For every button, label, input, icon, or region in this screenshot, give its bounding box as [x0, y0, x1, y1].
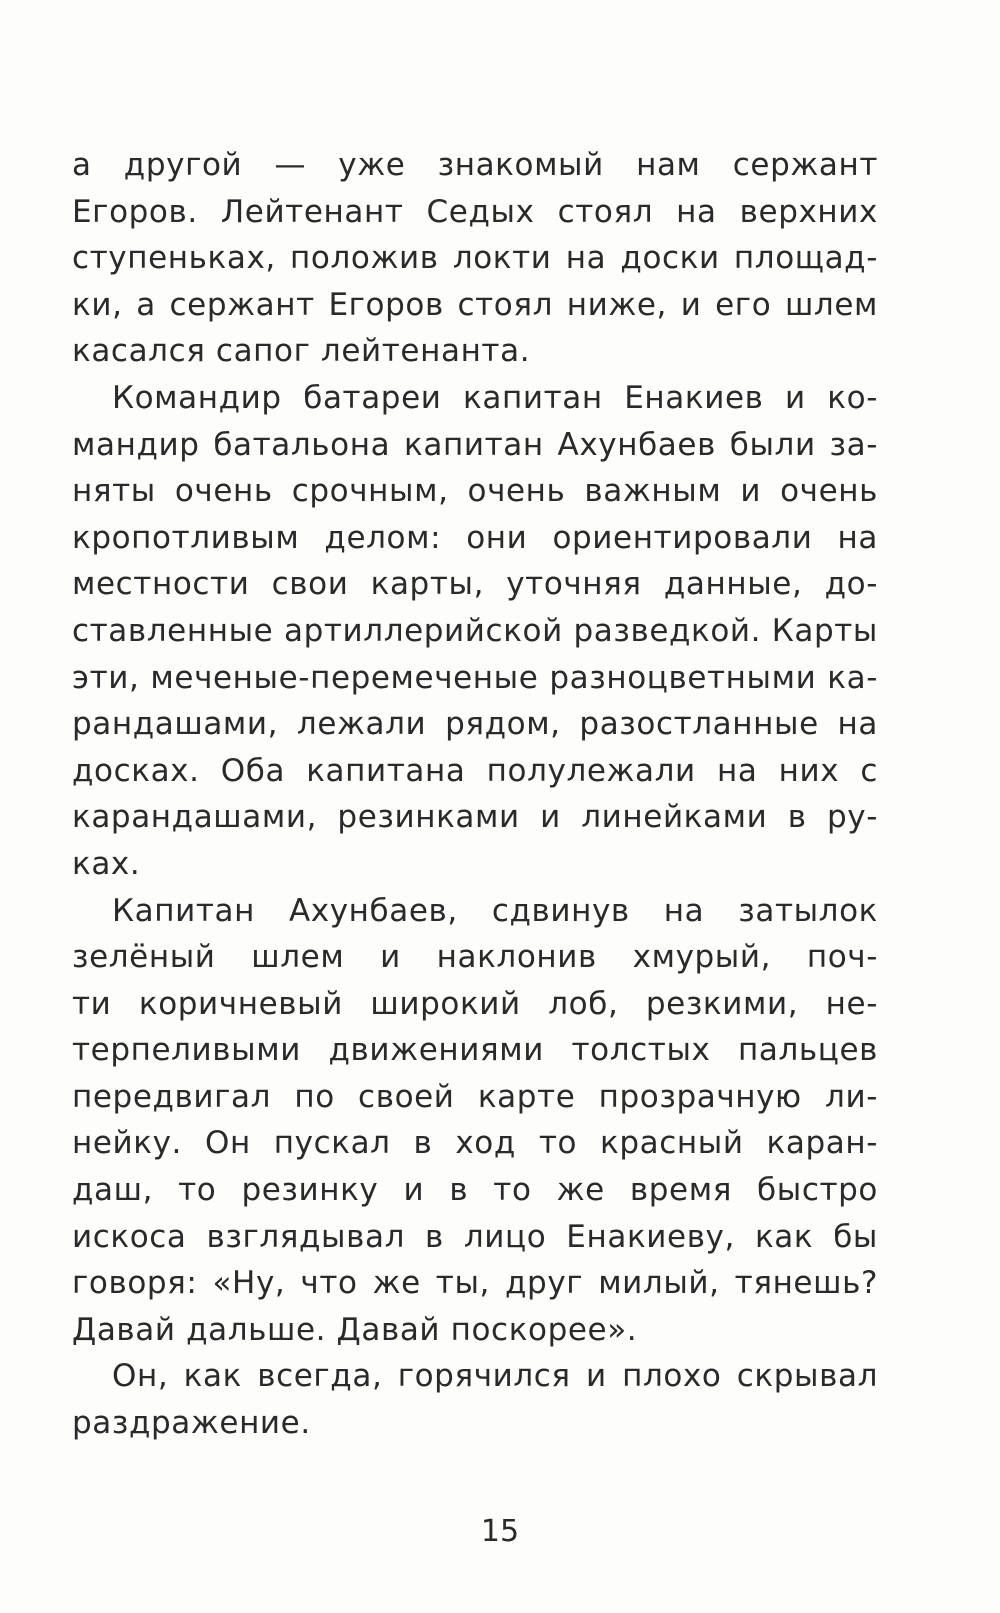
- text-line: говоря: «Ну, что же ты, друг милый, тянешь?: [72, 1265, 878, 1302]
- text-line: Капитан Ахунбаев, сдвинув на затылок: [112, 892, 878, 929]
- text-line: Егоров. Лейтенант Седых стоял на верхних: [72, 193, 878, 230]
- body-text: [72, 142, 878, 1447]
- text-line: даш, то резинку и в то же время быстро: [72, 1172, 878, 1209]
- text-line: ки, а сержант Егоров стоял ниже, и его шлем: [72, 286, 878, 323]
- text-line: нейку. Он пускал в ход то красный каран-: [72, 1125, 878, 1162]
- text-line: мандир батальона капитан Ахунбаев были за-: [72, 426, 878, 463]
- text-line: зелёный шлем и наклонив хмурый, поч-: [72, 939, 878, 976]
- paragraph: [72, 888, 878, 1354]
- text-line: терпеливыми движениями толстых пальцев: [72, 1032, 878, 1069]
- text-line: досках. Оба капитана полулежали на них с: [72, 752, 878, 789]
- text-line: ках.: [72, 845, 141, 882]
- paragraph: [72, 142, 878, 375]
- text-line: раздражение.: [72, 1405, 311, 1442]
- text-line: передвигал по своей карте прозрачную ли-: [72, 1078, 878, 1115]
- text-line: а другой — уже знакомый нам сержант: [72, 147, 878, 183]
- page-number: 15: [480, 1514, 520, 1549]
- text-line: касался сапог лейтенанта.: [72, 333, 531, 370]
- paragraph: [72, 375, 878, 888]
- text-line: рандашами, лежали рядом, разостланные на: [72, 706, 878, 743]
- text-line: карандашами, резинками и линейками в ру-: [72, 799, 878, 836]
- paragraph: [72, 1353, 878, 1446]
- text-line: няты очень срочным, очень важным и очень: [72, 473, 878, 510]
- text-line: ти коричневый широкий лоб, резкими, не-: [72, 985, 878, 1022]
- text-line: эти, меченые-перемеченые разноцветными ка-: [72, 659, 878, 696]
- text-line: Давай дальше. Давай поскорее».: [72, 1311, 638, 1348]
- text-line: Командир батареи капитан Енакиев и ко-: [112, 379, 878, 416]
- text-line: Он, как всегда, горячился и плохо скрывал: [112, 1358, 878, 1395]
- text-line: местности свои карты, уточняя данные, до-: [72, 566, 878, 603]
- text-line: ставленные артиллерийской разведкой. Карты: [72, 612, 878, 649]
- text-line: кропотливым делом: они ориентировали на: [72, 519, 878, 556]
- text-line: ступеньках, положив локти на доски площад-: [72, 240, 878, 277]
- text-line: искоса взглядывал в лицо Енакиеву, как бы: [72, 1218, 878, 1255]
